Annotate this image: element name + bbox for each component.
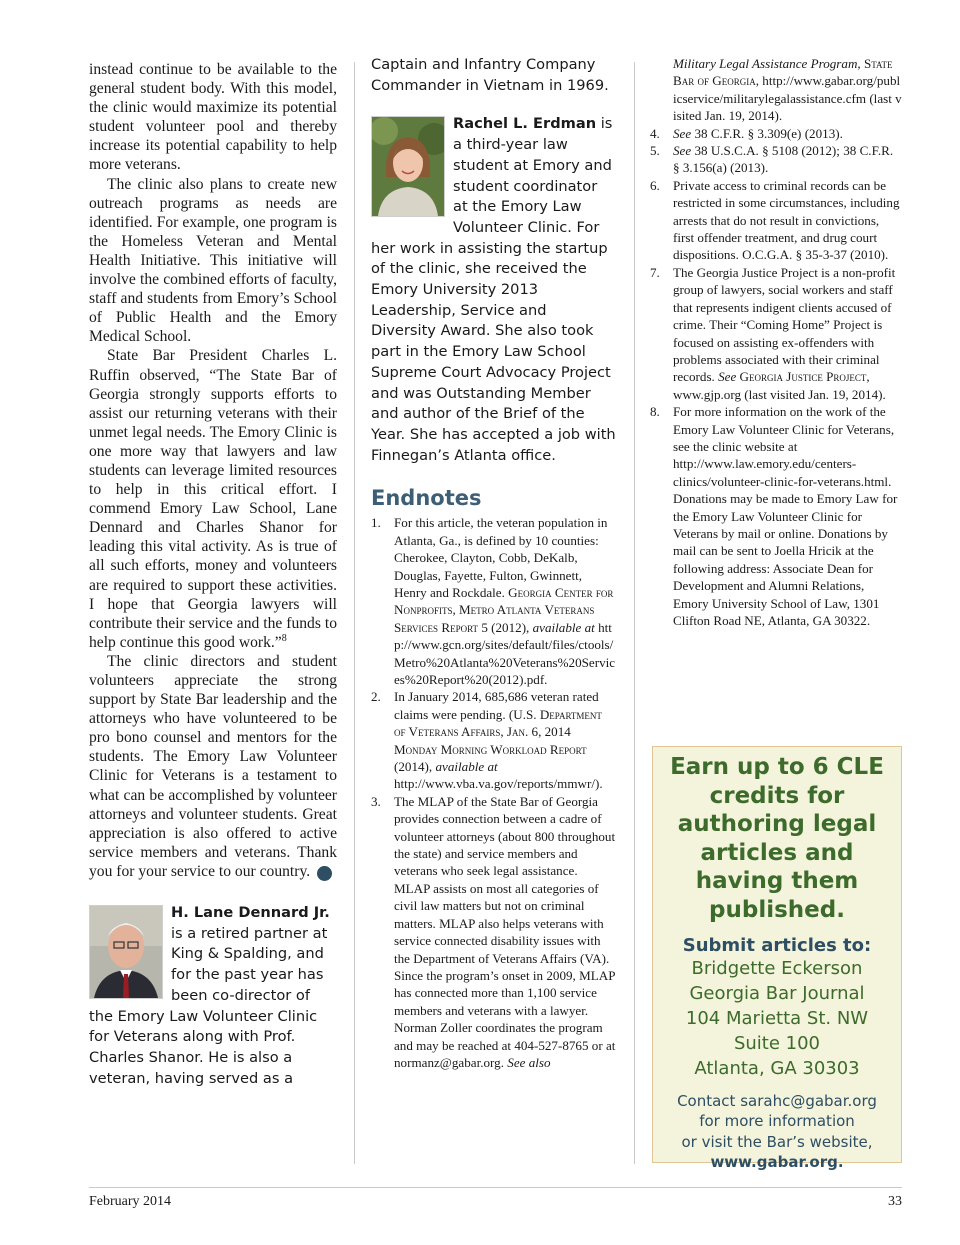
endnote-item: [371, 793, 616, 1072]
address-line: Bridgette Eckerson: [691, 957, 863, 979]
endnote-number: 2.: [371, 689, 381, 705]
endnote-number: 1.: [371, 515, 381, 531]
endnote-text: In January 2014, 685,686 veteran rated claims were pending. (U.S.: [394, 689, 599, 722]
endnote-text: For this article, the veteran population in Atlanta, Ga., is defined by 10 counties: Cherokee, Clayton, Cobb, DeKalb, Douglas, Fayette, Fulton, Gwinnett, Henry and Rockdale.: [394, 515, 608, 600]
endnote-signal: available at: [532, 619, 595, 635]
contact-text: or visit the Bar’s website,: [681, 1132, 873, 1151]
endnote-url[interactable]: , www.gjp.org (last visited Jan. 19, 2014).: [673, 369, 886, 402]
endnote-text: The Georgia Justice Project is a non-profit group of lawyers, social workers and staff that represents indigent clients accused of crime. Their “Coming Home” Project is focused on assisting ex-offenders with problems associated with their criminal records.: [673, 264, 896, 385]
endnote-reference[interactable]: 8: [281, 632, 287, 644]
address-line: Suite 100: [733, 1032, 821, 1054]
address-line: 104 Marietta St. NW: [685, 1007, 869, 1029]
contact-text: for more information: [699, 1112, 855, 1131]
endnotes-heading: Endnotes: [371, 486, 482, 511]
endnote-signal: available at: [435, 759, 498, 775]
ad-contact: [653, 1091, 901, 1173]
column-divider: [354, 62, 355, 1164]
paragraph: [89, 346, 337, 652]
endnotes-list: [371, 514, 616, 1071]
paragraph: The clinic also plans to create new outreach programs as needs are identified. For example, one program is the Homeless Veteran and Mental Health Initiative. This initiative will involve the combined efforts of faculty, staff and students from Emory’s School of Public Health and the Emory Medical School.: [89, 175, 337, 346]
website-link[interactable]: www.gabar.org.: [710, 1153, 844, 1172]
bio-text: is a retired partner at King & Spalding, and for the past year has been co-director of the Emory Law Volunteer Clinic for Veterans along with Prof. Charles Shanor. He is also a veteran, having served as a: [89, 924, 328, 1087]
closing-text: The clinic directors and student volunteers appreciate the strong support by State Bar leadership and the attorneys who have volunteered to be pro bono counsel and mentors for the students. The Emory Law Volunteer Clinic for Veterans is a testament to what can be accomplished by volunteer attorneys and volunteer students. Great appreciation is also offered to active service members and veterans. Thank you for your service to our country.: [89, 652, 337, 880]
author-name: H. Lane Dennard Jr.: [171, 904, 330, 922]
author-name: Rachel L. Erdman: [453, 115, 597, 133]
endnote-number: 3.: [371, 793, 381, 809]
endnote-title: Military Legal Assistance Program,: [673, 56, 861, 71]
endnote-continuation: [650, 55, 902, 125]
contact-email[interactable]: Contact sarahc@gabar.org: [677, 1091, 877, 1110]
endnote-number: 8.: [650, 404, 660, 420]
endnote-item: [650, 177, 902, 264]
endnote-item: [650, 403, 902, 629]
endnote-item: [650, 264, 902, 403]
paragraph: [89, 652, 337, 881]
endnote-signal: See also: [507, 1054, 551, 1070]
endnote-item: [650, 142, 902, 177]
endnote-url[interactable]: http://www.gcn.org/sites/default/files/ctools/Metro%20Atlanta%20Veterans%20Services%20Report%20(2012).pdf.: [394, 619, 616, 688]
cle-credits-ad: [652, 746, 902, 1172]
column-divider: [634, 62, 635, 1164]
column-3: [650, 55, 902, 629]
endnote-signal: See: [718, 369, 737, 385]
footer-date: February 2014: [89, 1194, 172, 1209]
endnote-text: For more information on the work of the Emory Law Volunteer Clinic for Veterans, see the clinic website at http://www.law.emory.edu/centers-clinics/volunteer-clinic-for-veterans.html. Donations may be made to Emory Law for the Emory Law Volunteer Clinic for Veterans by mail or online. Donations by mail can be sent to Joella Hricik at the following address: Associate Dean for Development and Alumni Relations, Emory University School of Law, 1301 Clifton Road NE, Atlanta, GA 30322.: [673, 404, 898, 628]
endnote-item: [650, 125, 902, 142]
endnote-number: 7.: [650, 264, 660, 280]
author-photo-erdman: [371, 116, 445, 217]
endnote-item: [371, 514, 616, 688]
endnote-url[interactable]: , http://www.gabar.org/publicservice/militarylegalassistance.cfm (last visited Jan. 19, 2014).: [673, 73, 902, 124]
endnote-url[interactable]: http://www.vba.va.gov/reports/mmwr/).: [394, 776, 603, 792]
endnote-number: 5.: [650, 143, 660, 159]
author-bio-erdman: [371, 114, 616, 466]
column-2: [371, 55, 616, 1071]
endnote-signal: See: [673, 125, 692, 141]
gbj-end-icon: [317, 866, 332, 881]
endnote-item: [371, 688, 616, 792]
paragraph: instead continue to be available to the general student body. With this model, the clinic would maximize its potential student volunteer pool and thereby increase its potential capability to help more veterans.: [89, 61, 337, 174]
endnote-signal: See: [673, 143, 692, 159]
footer-rule: [89, 1187, 902, 1188]
endnote-text: (2014),: [394, 759, 436, 775]
endnote-citation: Georgia Justice Project: [736, 369, 867, 385]
endnote-number: 4.: [650, 125, 660, 141]
endnote-text: Private access to criminal records can be restricted in some circumstances, including arrests that do not result in convictions, first offender treatment, and drug court dispositions. O.C.G.A. § 35-3-37 (2010).: [673, 177, 900, 263]
endnote-text: 38 U.S.C.A. § 5108 (2012); 38 C.F.R. § 3.156(a) (2013).: [673, 143, 894, 176]
endnote-citation: State Bar of Georgia: [673, 56, 893, 89]
ad-address: [653, 956, 901, 1081]
endnote-text: The MLAP of the State Bar of Georgia provides connection between a cadre of volunteer attorneys (about 800 throughout the state) and service members and veterans who seek legal assistance. MLAP assists on most all categories of civil law matters but not on criminal matters. MLAP also helps veterans with service connected disability issues with the Department of Veterans Affairs (VA). Since the program’s onset in 2009, MLAP has connected more than 1,100 service members and veterans with a lawyer. Norman Zoller coordinates the program and may be reached at 404-527-8765 or at normanz@gabar.org.: [394, 793, 616, 1070]
address-line: Georgia Bar Journal: [689, 982, 865, 1004]
endnote-number: 6.: [650, 177, 660, 193]
column-1: [89, 60, 337, 1089]
author-photo-dennard: [89, 905, 163, 999]
address-line: Atlanta, GA 30303: [694, 1057, 860, 1079]
bio-continued: Captain and Infantry Company Commander in Vietnam in 1969.: [371, 56, 609, 94]
ad-submit-label: Submit articles to:: [682, 934, 872, 956]
page-number: 33: [888, 1194, 902, 1209]
endnotes-list-continued: [650, 55, 902, 629]
bio-text: is a third-year law student at Emory and student coordinator at the Emory Law Volunteer Clinic. For her work in assisting the startup of the clinic, she received the Emory University 2013 Leadership, Service and Diversity Award. She also took part in the Emory Law School Supreme Court Advocacy Project and was Outstanding Member and author of the Brief of the Year. She has accepted a job with Finnegan’s Atlanta office.: [371, 115, 616, 464]
author-bio-dennard: [89, 903, 337, 1089]
ad-headline: Earn up to 6 CLE credits for authoring legal articles and having them published.: [670, 754, 884, 923]
endnote-citation: Georgia Center for Nonprofits, Metro Atlanta Veterans Services Report: [394, 584, 614, 635]
endnote-text: 5 (2012),: [478, 619, 533, 635]
endnote-text: 38 C.F.R. § 3.309(e) (2013).: [691, 125, 843, 141]
quote-text: State Bar President Charles L. Ruffin observed, “The State Bar of Georgia strongly supports efforts to assist our returning veterans with their unmet legal needs. The Emory Clinic is one more way that lawyers and law students can leverage limited resources to help in this critical effort. I commend Emory Law School, Lane Dennard and Charles Shanor for leading this vital activity. As is true of all such efforts, money and volunteers are required to support these activities. I hope that Georgia lawyers will contribute their service and the funds to help continue this good work.”: [89, 347, 337, 651]
endnote-citation: Department of Veterans Affairs, Jan. 6, 2014 Monday Morning Workload Report: [394, 706, 602, 757]
